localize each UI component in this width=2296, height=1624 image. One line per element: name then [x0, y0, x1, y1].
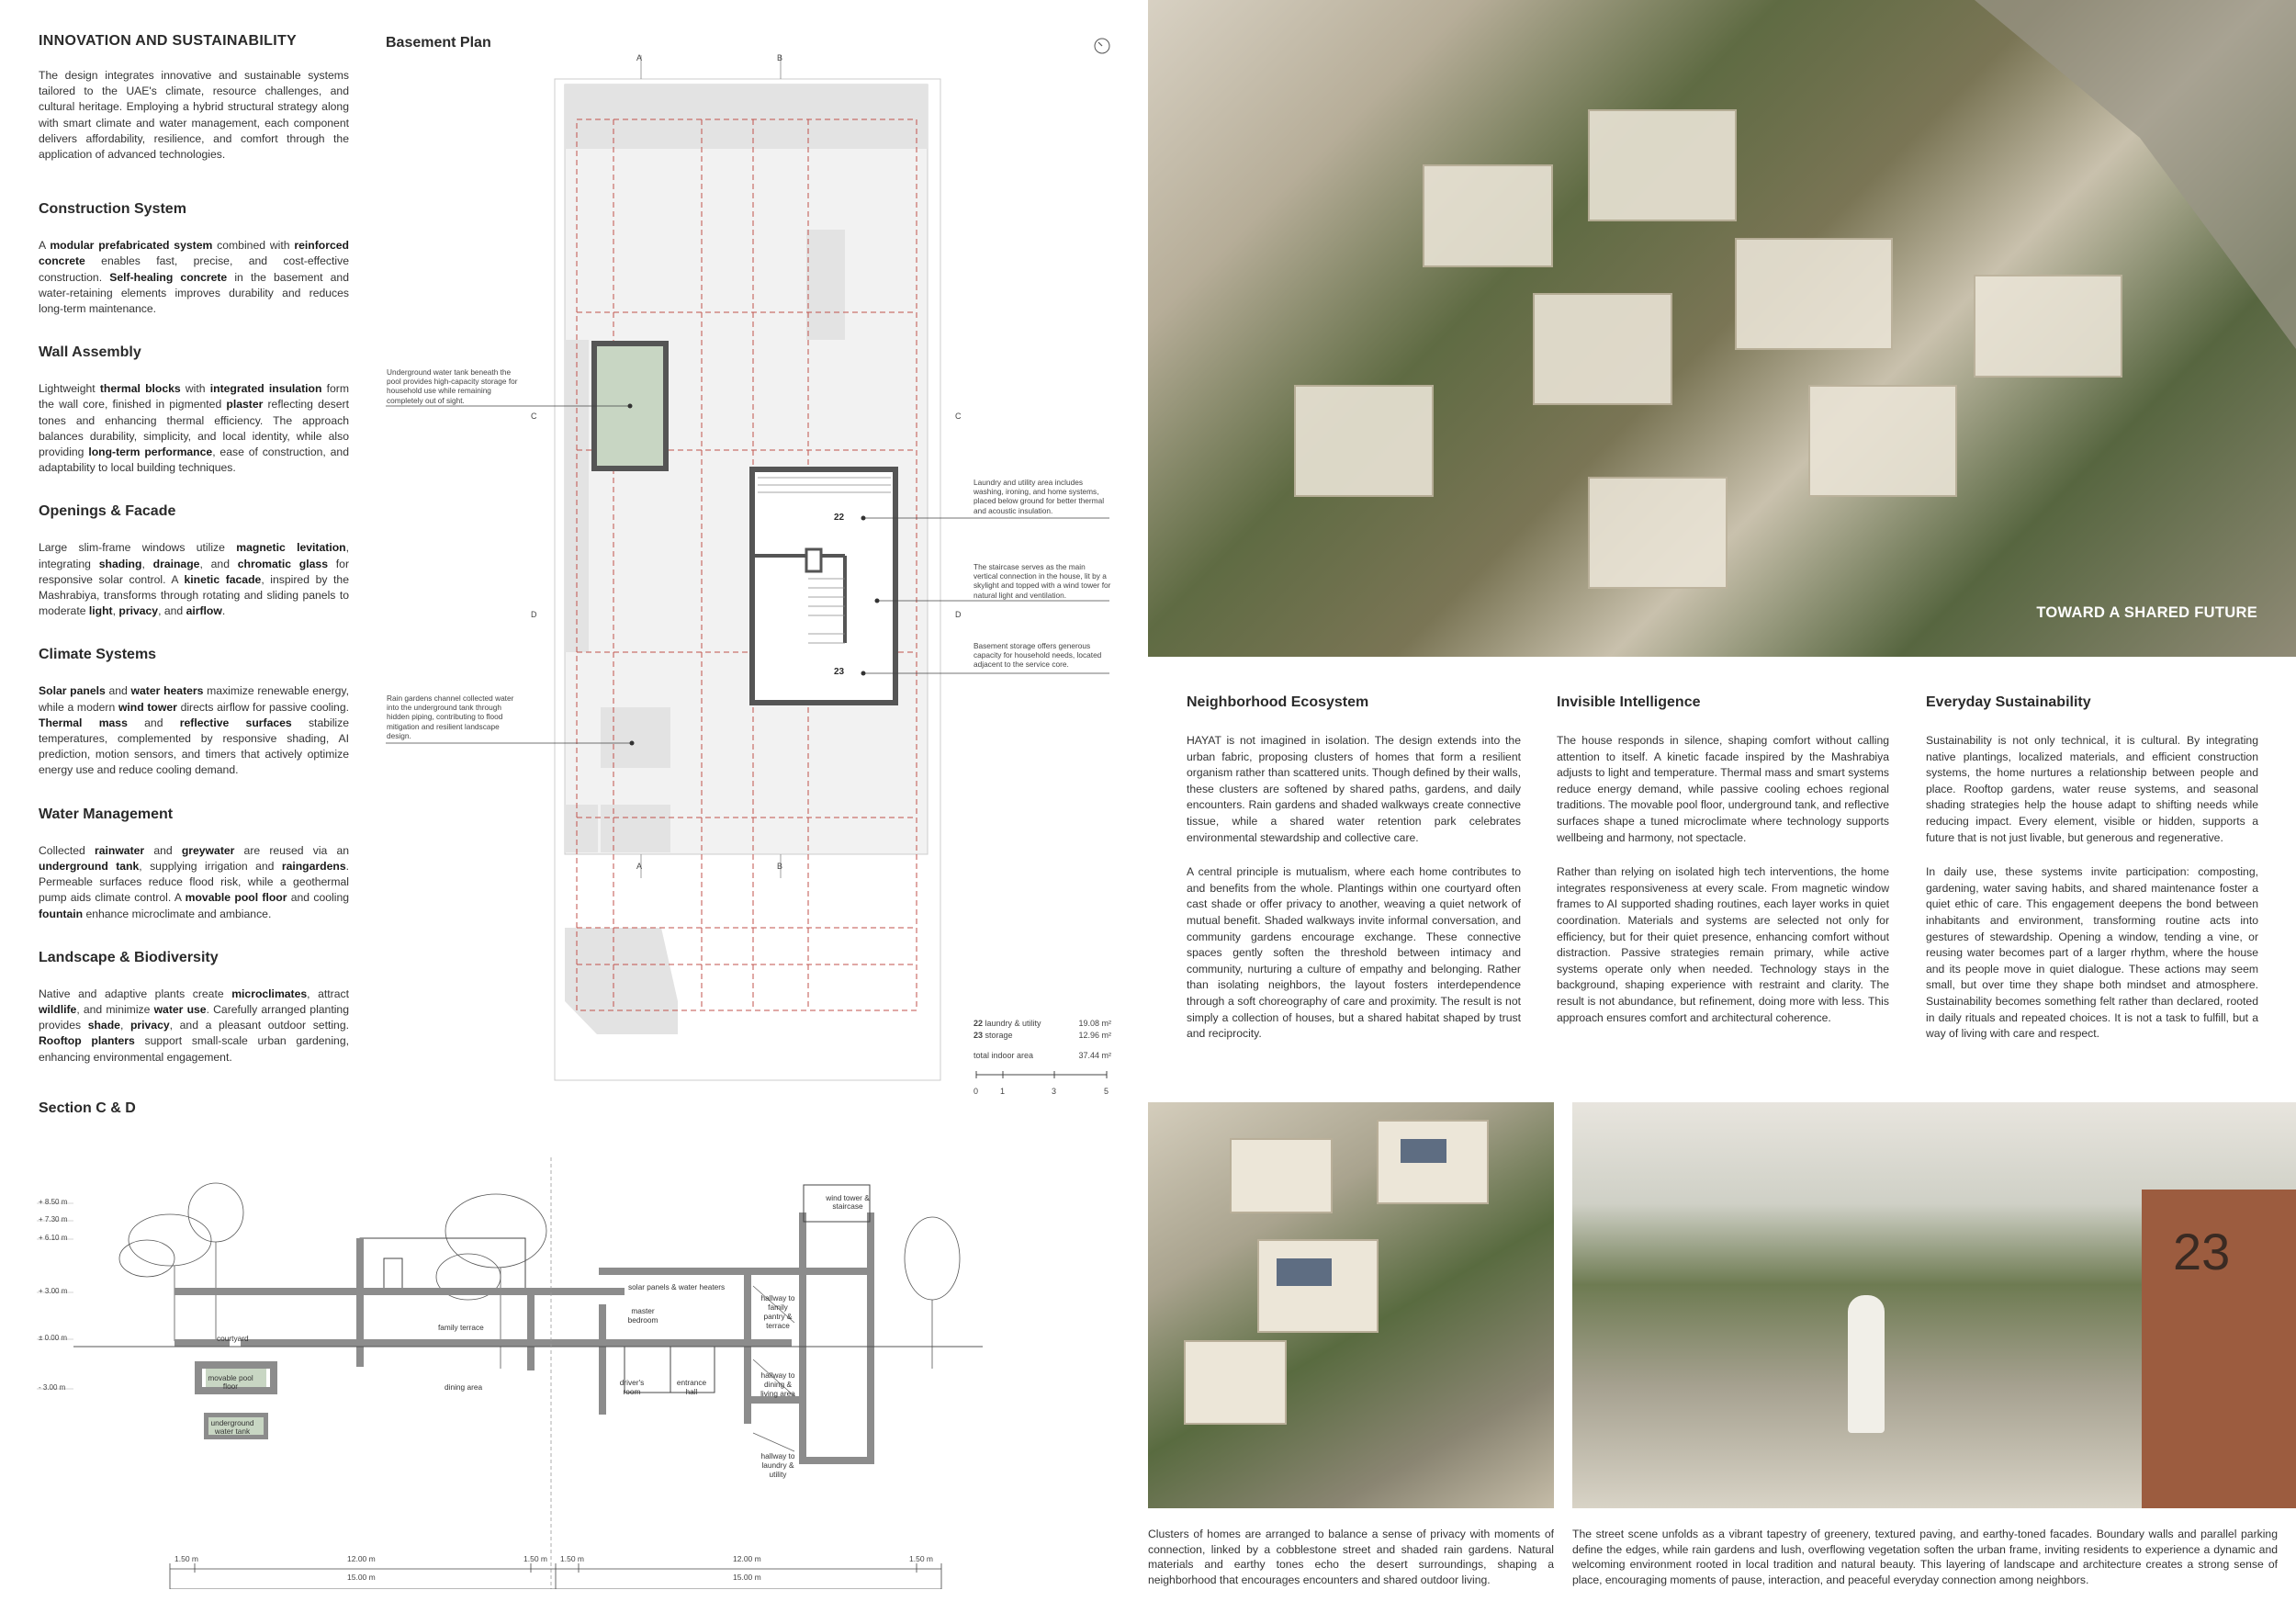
column-sustainability — [1926, 694, 2258, 1043]
axis-label-b-top: B — [777, 53, 783, 62]
column-paragraph-1: The house responds in silence, shaping comfort without calling attention to itself. A kinetic facade inspired by the Mashrabiya adjusts to light and temperature. Thermal mass and smart systems reduce energy demand, while passive cooling echoes regional traditions. The movable pool floor, underground tank, and reflective surfaces shape a tuned microclimate where technology supports wellbeing and harmony, not spectacle. — [1557, 734, 1889, 844]
left-sections — [39, 201, 349, 1066]
section-paragraph: A modular prefabricated system combined with reinforced concrete enables fast, precise, and cost-effective construction. Self-healing concrete in the basement and water-retaining elements improves durability and reduces long-term maintenance. — [39, 239, 349, 316]
axis-label-a-top: A — [636, 53, 643, 62]
axis-label-c-left: C — [531, 412, 537, 421]
room-courtyard: courtyard — [217, 1334, 249, 1343]
annotation-tank: Underground water tank beneath the pool provides high-capacity storage for household use while remaining completely out of sight. — [387, 367, 518, 405]
scale-label-3: 3 — [1052, 1087, 1057, 1096]
column-heading: Invisible Intelligence — [1557, 694, 1701, 710]
annotation-laundry: Laundry and utility area includes washing, ironing, and home systems, placed below ground for better thermal and acoustic insulation. — [974, 478, 1105, 515]
section-heading: Climate Systems — [39, 647, 157, 663]
schedule-room: 23 storage — [974, 1031, 1013, 1040]
dim-1-50-d: 1.50 m — [909, 1554, 933, 1563]
room-entrance-hall: entrance hall — [676, 1378, 707, 1396]
room-pool-floor: movable pool floor — [208, 1373, 253, 1391]
section-paragraph: Large slim-frame windows utilize magnetic levitation, integrating shading, drainage, and chromatic glass for responsive solar control. A kinetic facade, inspired by the Mashrabiya, transforms through rotating and sliding panels to moderate light, privacy, and airflow. — [39, 541, 349, 618]
dim-1-50-c: 1.50 m — [560, 1554, 584, 1563]
hero-title: TOWARD A SHARED FUTURE — [2036, 604, 2257, 621]
room-hallway-dining: hallway to dining & living area — [760, 1370, 795, 1398]
schedule-row — [974, 1018, 1111, 1030]
schedule-rows — [974, 1018, 1111, 1042]
column-heading: Everyday Sustainability — [1926, 694, 2091, 710]
level-label-300: + 3.00 m — [39, 1287, 68, 1295]
schedule-area: 19.08 m² — [1078, 1019, 1111, 1028]
room-hallway-family: hallway to family pantry & terrace — [760, 1293, 795, 1330]
basement-plan-title: Basement Plan — [386, 35, 491, 51]
scale-label-1: 1 — [1000, 1087, 1006, 1096]
total-area-value: 37.44 m² — [1078, 1051, 1111, 1060]
street-scene-image — [1572, 1102, 2296, 1508]
axis-label-b-bottom: B — [777, 862, 783, 871]
axis-label-c-right: C — [955, 412, 962, 421]
annotation-staircase: The staircase serves as the main vertical connection in the house, lit by a skylight and topped with a wind tower for natural light and ventilation. — [974, 562, 1111, 600]
room-driver: driver's room — [619, 1378, 645, 1396]
room-number-22: 22 — [834, 513, 845, 523]
intro-paragraph: The design integrates innovative and sustainable systems tailored to the UAE's climate, resource challenges, and cultural heritage. Employing a hybrid structural strategy along with smart climate and water management, each component delivers affordability, resilience, and comfort through the application of advanced technologies. — [39, 69, 349, 162]
cluster-aerial-image — [1148, 1102, 1554, 1508]
total-area-label: total indoor area — [974, 1051, 1034, 1060]
service-core — [752, 469, 895, 703]
person-figure — [1848, 1295, 1885, 1433]
room-solar-panels: solar panels & water heaters — [628, 1282, 726, 1291]
level-label-000: ± 0.00 m — [39, 1334, 68, 1342]
axis-label-d-left: D — [531, 610, 537, 619]
total-area-row — [974, 1051, 1111, 1060]
section-paragraph: Solar panels and water heaters maximize renewable energy, while a modern wind tower directs airflow for passive cooling. Thermal mass and reflective surfaces stabilize temperatures, complemented by responsive shading, AI prediction, motion sensors, and timers that actively optimize energy use and reduce cooling demand. — [39, 684, 350, 777]
section-heading: Construction System — [39, 201, 186, 218]
level-label-minus300: - 3.00 m — [39, 1383, 66, 1392]
dim-1-50-b: 1.50 m — [523, 1554, 547, 1563]
schedule-room: 22 laundry & utility — [974, 1019, 1041, 1028]
annotation-storage: Basement storage offers generous capacity for household needs, located adjacent to the service core. — [974, 641, 1102, 670]
level-label-610: + 6.10 m — [39, 1234, 68, 1242]
left-text-column — [39, 33, 349, 1066]
schedule-area: 12.96 m² — [1078, 1031, 1111, 1040]
room-number-23: 23 — [834, 667, 845, 677]
level-label-850: + 8.50 m — [39, 1198, 68, 1206]
section-paragraph: Native and adaptive plants create microclimates, attract wildlife, and minimize water use. Carefully arranged planting provides shade, privacy, and a pleasant outdoor setting. Rooftop planters support small-scale urban gardening, enhancing environmental engagement. — [39, 987, 349, 1064]
section-paragraph: Collected rainwater and greywater are reused via an underground tank, supplying irrigation and raingardens. Permeable surfaces reduce flood risk, while a geothermal pump aids climate control. A movable pool floor and cooling fountain enhance microclimate and ambiance. — [39, 843, 350, 920]
room-master-bedroom: master bedroom — [627, 1306, 658, 1325]
dim-15-00-a: 15.00 m — [347, 1573, 376, 1582]
column-heading: Neighborhood Ecosystem — [1187, 694, 1369, 710]
section-heading: Water Management — [39, 806, 174, 822]
section-drawing — [37, 1157, 1001, 1589]
section-heading: Openings & Facade — [39, 503, 176, 520]
room-water-tank: underground water tank — [210, 1418, 254, 1436]
scale-label-5: 5 — [1104, 1087, 1109, 1096]
page-title: INNOVATION AND SUSTAINABILITY — [39, 33, 297, 49]
column-neighborhood — [1187, 694, 1521, 1043]
axis-label-d-right: D — [955, 610, 962, 619]
room-dining-area: dining area — [445, 1382, 483, 1392]
area-schedule — [974, 1018, 1111, 1060]
axis-label-a-bottom: A — [636, 862, 643, 871]
dim-15-00-b: 15.00 m — [733, 1573, 761, 1582]
caption-street: The street scene unfolds as a vibrant tapestry of greenery, textured paving, and earthy-toned facades. Boundary walls and parallel parking define the edges, while rain gardens and lush, overflowing vegetation soften the urban frame, inviting residents to experience a dynamic and welcoming environment rooted in local tradition and natural beauty. This layering of landscape and architecture creates a strong sense of place, encouraging moments of pause, interaction, and peaceful everyday connection among neighbors. — [1572, 1528, 2278, 1586]
column-paragraph-1: Sustainability is not only technical, it is cultural. By integrating native plantings, localized materials, and efficient construction systems, the home nurtures a relationship between people and place. Rooftop gardens, water reuse systems, and seasonal shading strategies help the house adapt to shifting needs while reducing impact. Every element, visible or hidden, supports a future that is not just livable, but generous and regenerative. — [1926, 734, 2258, 844]
caption-cluster: Clusters of homes are arranged to balance a sense of privacy with moments of connection, linked by a cobblestone street and shaded rain gardens. Natural materials and earthy tones echo the desert surroundings, shaping a neighborhood that encourages encounters and shared outdoor living. — [1148, 1528, 1554, 1586]
schedule-row — [974, 1030, 1111, 1042]
column-paragraph-1: HAYAT is not imagined in isolation. The design extends into the urban fabric, proposing clusters of homes that form a resilient organism rather than scattered units. Though defined by their walls, these clusters are softened by shared paths, gardens, and daily encounters. Rain gardens and shaded walkways create connective tissue, while a shared water retention park celebrates environmental stewardship and collective care. — [1187, 734, 1521, 844]
dim-12-00-b: 12.00 m — [733, 1554, 761, 1563]
hero-aerial-image — [1148, 0, 2296, 657]
house-number: 23 — [2173, 1223, 2231, 1280]
section-heading: Landscape & Biodiversity — [39, 949, 219, 965]
column-paragraph-2: In daily use, these systems invite participation: composting, gardening, water saving habits, and shared maintenance foster a quiet ethic of care. This engagement deepens the bond between inhabitants and environment, transforming routine acts into gestures of stewardship. Opening a window, tending a vine, or reusing water becomes part of a larger rhythm, where the house and its people move in quiet dialogue. These actions may seem small, but over time they shape both mindset and atmosphere. Sustainability becomes something felt rather than declared, rooted in daily rituals and repeated choices. It is not a task to fulfill, but a way of living with care and respect. — [1926, 865, 2258, 1041]
section-title: Section C & D — [39, 1100, 136, 1116]
level-label-730: + 7.30 m — [39, 1215, 68, 1224]
column-paragraph-2: Rather than relying on isolated high tech interventions, the home integrates responsiveness at every scale. From magnetic window frames to AI supported shading routines, each layer works in quiet coordination. Materials and systems are selected not only for efficiency, but for their quiet presence, enhancing comfort without distraction. Passive strategies remain primary, while active systems operate only when needed. Technology stays in the background, shaping experience with restraint and clarity. The result is not abundance, but refinement, doing more with less. This approach ensures comfort and architectural coherence. — [1557, 865, 1889, 1024]
dim-12-00-a: 12.00 m — [347, 1554, 376, 1563]
room-wind-tower: wind tower & staircase — [826, 1193, 870, 1211]
scale-labels — [974, 1087, 1111, 1098]
column-paragraph-2: A central principle is mutualism, where each home contributes to and benefits from the whole. Plantings within one courtyard often cast shade or offer privacy to another, weaving a quiet network of mutual benefit. Shaded walkways invite informal conversation, and community gardens encourage exchange. These connective spaces gently soften the threshold between intimacy and community, nurturing a culture of empathy and belonging. Rather than isolating neighbors, the layout fosters interdependence through a soft choreography of care and proximity. The result is not simply a collection of houses, but a shared habitat shaped by trust and reciprocity. — [1187, 865, 1521, 1041]
section-paragraph: Lightweight thermal blocks with integrated insulation form the wall core, finished in pigmented plaster reflecting desert tones and enhancing thermal efficiency. The approach balances durability, simplicity, and local identity, while also providing long-term performance, ease of construction, and adaptability to local building techniques. — [39, 382, 349, 475]
room-family-terrace: family terrace — [438, 1323, 484, 1332]
section-heading: Wall Assembly — [39, 344, 141, 361]
column-intelligence — [1557, 694, 1889, 1026]
room-hallway-laundry: hallway to laundry & utility — [760, 1451, 795, 1479]
annotation-rain-gardens: Rain gardens channel collected water into the underground tank through hidden piping, contributing to flood mitigation and resilient landscape design. — [387, 694, 514, 740]
scale-label-0: 0 — [974, 1087, 979, 1096]
dim-1-50-a: 1.50 m — [174, 1554, 198, 1563]
